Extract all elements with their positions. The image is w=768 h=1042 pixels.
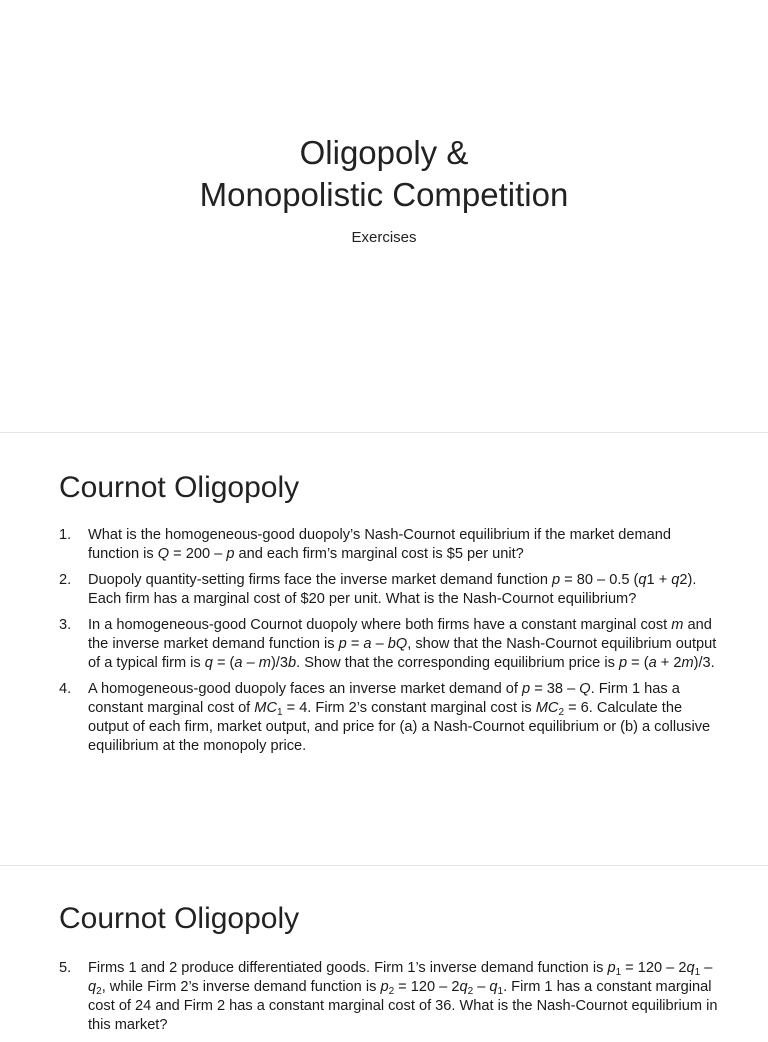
page-title [0,132,768,216]
math-variable: b [287,655,297,671]
subtitle: Exercises [351,229,417,246]
math-variable: q [638,572,647,588]
text-run: and the inverse market demand function is [88,617,712,652]
subscript: 2 [467,986,474,997]
text-run: What is the homogeneous-good duopoly’s Nash-Cournot equilibrium if the market demand function is [88,527,671,562]
text-run: . Show that the corresponding equilibrium price is [296,655,619,671]
subscript: 1 [497,986,504,997]
text-run: , while Firm 2’s inverse demand function is [101,979,381,995]
text-run: – [242,655,259,671]
math-variable: Q [157,546,170,562]
math-variable: p [226,546,235,562]
text-run: = 6. Calculate the output of each firm, market output, and price for (a) a Nash-Cournot equilibrium or (b) a collusive equilibrium at the monopoly price. [88,700,711,754]
exercise-slide-1 [0,433,768,865]
math-variable: Q [579,681,591,697]
text-run: )/3. [693,655,715,671]
exercise-slide-2 [0,866,768,1033]
text-run: Firms 1 and 2 produce differentiated goods. Firm 1’s inverse demand function is [88,960,608,976]
math-variable: m [258,655,271,671]
exercise-item [59,680,724,756]
math-variable: q [489,979,498,995]
exercise-list [59,959,724,1042]
exercise-item [59,616,724,673]
math-variable: q [88,979,97,995]
text-run: – [371,636,388,652]
math-variable: m [681,655,694,671]
text-run: and each firm’s marginal cost is $5 per unit? [234,546,524,562]
subscript: 2 [558,707,565,718]
exercise-number: 5. [59,960,72,976]
math-variable: p [380,979,389,995]
text-run: = 120 – 2 [621,960,687,976]
section-heading: Cournot Oligopoly [59,902,300,935]
math-variable: p [338,636,347,652]
math-variable: MC [254,700,277,716]
section-heading: Cournot Oligopoly [59,471,300,504]
text-run: . Firm 1 has a constant marginal cost of [88,681,680,716]
text-run: = [346,636,364,652]
exercise-list [59,526,724,763]
math-variable: bQ [387,636,408,652]
text-run: )/3 [270,655,288,671]
text-run: = 38 – [530,681,580,697]
exercise-number: 1. [59,527,72,543]
text-run: 2). Each firm has a marginal cost of $20 per unit. What is the Nash-Cournot equilibrium? [88,572,697,607]
math-variable: p [522,681,531,697]
math-variable: q [204,655,213,671]
text-run: . Firm 1 has a constant marginal cost of 24 and Firm 2 has a constant marginal cost of 36. What is the Nash-Cournot equilibrium in this market? [88,979,718,1033]
math-variable: p [618,655,628,671]
math-variable: q [686,960,695,976]
text-run: 1 + [646,572,672,588]
text-run: , show that the Nash-Cournot equilibrium output of a typical firm is [88,636,717,671]
subscript: 1 [694,967,701,978]
text-run: – [700,960,713,976]
math-variable: p [607,960,616,976]
exercise-text [88,960,717,1033]
text-run: = 200 – [169,546,227,562]
exercise-text [88,681,710,754]
math-variable: a [363,636,372,652]
text-run: – [473,979,490,995]
math-variable: p [552,572,561,588]
text-run: = 120 – 2 [394,979,460,995]
subscript: 2 [96,986,102,997]
exercise-text [88,527,671,562]
exercise-item [59,526,724,564]
math-variable: m [671,617,684,633]
subscript: 1 [277,707,283,718]
subscript: 2 [388,986,395,997]
subscript: 1 [615,967,622,978]
text-run: A homogeneous-good duopoly faces an inverse market demand of [88,681,523,697]
title-line-1: Oligopoly & [299,134,469,171]
text-run: + 2 [656,655,682,671]
text-run: = 80 – 0.5 ( [560,572,639,588]
title-slide [0,0,768,432]
exercise-number: 2. [59,572,72,588]
exercise-number: 4. [59,681,72,697]
text-run: = ( [212,655,235,671]
math-variable: a [648,655,657,671]
text-run: = 4. Firm 2’s constant marginal cost is [282,700,536,716]
exercise-item [59,959,724,1035]
math-variable: a [234,655,243,671]
title-line-2: Monopolistic Competition [199,176,569,213]
math-variable: MC [535,700,559,716]
exercise-text [88,617,716,671]
text-run: = ( [627,655,649,671]
exercise-item [59,571,724,609]
math-variable: q [459,979,468,995]
text-run: In a homogeneous-good Cournot duopoly where both firms have a constant marginal cost [88,617,672,633]
math-variable: q [671,572,680,588]
exercise-text [88,572,696,607]
text-run: Duopoly quantity-setting firms face the inverse market demand function [88,572,552,588]
exercise-number: 3. [59,617,72,633]
